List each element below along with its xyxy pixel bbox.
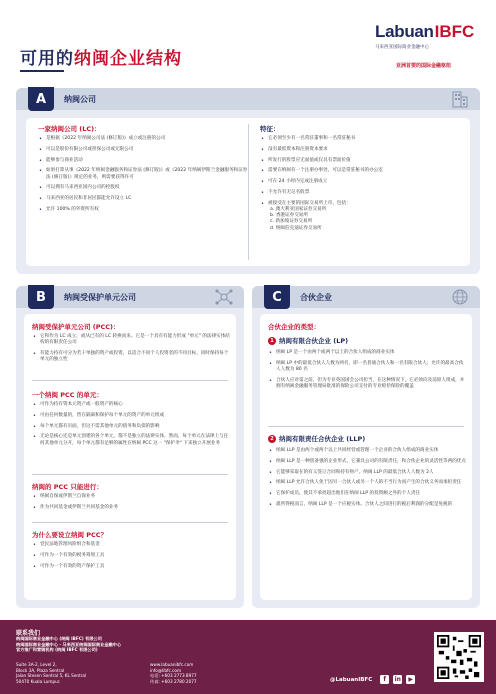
why-pcc-title: 为什么要设立纳闽 PCC？ bbox=[32, 531, 108, 539]
panel-protected-cell-company bbox=[16, 286, 244, 608]
network-icon bbox=[214, 288, 234, 306]
exchange-item: a. 澳大利亚国家证券交易所 bbox=[270, 206, 327, 212]
list-item: • 可作为一个有效的税务筹划工具 bbox=[32, 553, 230, 559]
list-item: • 所发行的股票应无面值或仅具有票面价值 bbox=[260, 158, 460, 164]
section-divider bbox=[268, 426, 464, 427]
why-pcc-list bbox=[32, 542, 230, 574]
qr-code bbox=[434, 632, 484, 682]
list-item: • 作为共同基金或伊斯兰共同基金的业务 bbox=[32, 505, 230, 511]
pcc-cell-list bbox=[32, 402, 230, 451]
list-item: • 党民法地管理风险组合和基金 bbox=[32, 542, 230, 548]
list-item: • 需要在纳闽有一个注册办事处，可以是常驻秘书的办公室 bbox=[260, 168, 460, 174]
building-icon bbox=[450, 90, 470, 108]
number-badge: 2 bbox=[268, 435, 276, 443]
social-handle: @LabuanIBFC bbox=[330, 676, 373, 683]
address: Suite 3A-2, Level 2, Block 3A, Plaza Sentral Jalan Stesen Sentral 5, KL Sentral 50470 Kuala Lumpur. bbox=[16, 662, 87, 684]
page-title: 可用的纳闽企业结构 bbox=[20, 49, 182, 69]
features-title: 特征： bbox=[260, 125, 280, 133]
list-item: • 有能力持有可分为若干单独的资产或投资，以适合不同个人投资者的不同目标，同时保持每个单元的独立性 bbox=[32, 351, 230, 363]
list-item: • 纳闽 LLP 允许合伙人免于因另一合伙人或另一个人的不当行为而产生的合伙义务而承担责任 bbox=[268, 480, 466, 486]
exchange-item: d. 纳闽伯克迪证券交易所 bbox=[270, 225, 322, 231]
list-item: • 它能够采取在的有义签订合同和持有财产。纳闽 LLP 的最低合伙人人数为 2人 bbox=[268, 470, 466, 476]
list-item: • 被接受在主要的国际交易所上市，包括： a. 澳大利亚国家证券交易所 b. 香港证券交易所 c. 新加坡证券交易所 d. 纳闽伯克迪证券交易所 bbox=[260, 201, 460, 232]
pcc-cell-title: 一个纳闽 PCC 的单元： bbox=[32, 391, 103, 399]
list-item: • 就所得税而言，纳闽 LLP 是一个应税实体。合伙人之间进行的税后利润的分配是免税的 bbox=[268, 502, 466, 508]
section-badge: B bbox=[28, 285, 54, 309]
list-item: • 允许 100% 的外资所有权 bbox=[38, 207, 250, 213]
lp-title: 1 纳闽有限合伙企业 (LP) bbox=[268, 336, 348, 345]
list-item: • 它保护成员，使其不承担超出他们在纳闽 LLP 的投资额之外的个人责任 bbox=[268, 491, 466, 497]
lc-definition-title: 一家纳闽公司 (LC)： bbox=[38, 125, 101, 133]
contact-details bbox=[150, 662, 197, 684]
facebook-icon[interactable]: f bbox=[380, 675, 389, 684]
phone-number: 电话: +603 2773 8977 bbox=[150, 673, 197, 679]
section-divider bbox=[32, 522, 228, 523]
contact-title: 联系我们 bbox=[16, 630, 41, 637]
panel-title: 合伙企业 bbox=[300, 293, 332, 302]
section-badge: A bbox=[28, 87, 54, 111]
panel-partnership bbox=[252, 286, 480, 608]
tagline: 亚洲首要的国际金融枢纽 bbox=[396, 63, 452, 69]
email-link[interactable]: info@libfc.com bbox=[150, 667, 182, 673]
list-item: • 马来西亚的居民和非居民都能允许设立 LC bbox=[38, 196, 250, 202]
list-item: • 如果打算从事《2022 年纳闽金融服务和证券法 (修订版)》或《2022 年纳闽伊斯兰金融服务和证券法 (修订版)》规定的业务，则需要获得许可 bbox=[38, 168, 250, 180]
list-item: • 它必须至少有一名常驻董事和一名常驻秘书 bbox=[260, 136, 460, 142]
pcc-activities-list bbox=[32, 494, 230, 516]
list-item: • 纳闽 LP 中的最低合伙人人数为两名，即一名普通合伙人和一名有限合伙人；允许的最高合伙人人数为 80 名 bbox=[268, 361, 466, 373]
pcc-definition-title: 纳闽受保护单元公司 (PCC)： bbox=[32, 323, 120, 331]
list-item: • 可由任何数量的，皆在隔离和保护每个单元的资产的单元组成 bbox=[32, 413, 230, 419]
lc-definition-list bbox=[38, 136, 250, 218]
pcc-activities-title: 纳闽的 PCC 只能进行： bbox=[32, 483, 103, 491]
list-item: • 是根据《2022 年纳闽公司法 (修订版)》成立或注册的公司 bbox=[38, 136, 250, 142]
partnership-types-title: 合伙企业的类型： bbox=[268, 323, 320, 331]
list-item: • 每个单元都有页面，但这不需其他单元的债务和负债的影响 bbox=[32, 424, 230, 430]
list-item: • 可在 24 小时内完成注册成立 bbox=[260, 179, 460, 185]
logo-subtitle: 马来西亚国际商业金融中心 bbox=[375, 45, 429, 50]
website-link[interactable]: www.labuanibfc.com bbox=[150, 662, 194, 667]
list-item: • 它和作为 LC 成立，或从已有的 LC 转换而来。它是一个具有有能力形成 "单元" 的法律实体结构的有限责任公司 bbox=[32, 334, 230, 346]
list-item: • 无论是核心还是单元创建的各个单元，都不是独立的法律实体。然而，每个单元在法律上与任何其他单元分开，每个单元都有足够的属性在纳闽 PCC 这一 "保护伞" 下来独立开展业务 bbox=[32, 434, 230, 446]
list-item: • 可作为一个有效的资产保护工具 bbox=[32, 564, 230, 570]
section-badge: C bbox=[264, 285, 290, 309]
list-item: • 纳闽 LLP 是由两个或两个以上共同经营或管理一个企业的合伙人组成的商业实体 bbox=[268, 448, 466, 454]
features-list bbox=[260, 136, 460, 236]
list-item: • 可以拥有马来西亚国内公司的控股权 bbox=[38, 185, 250, 191]
organization-info: 纳闽国际商业金融中心 (纳闽 IBFC) 有限公司 纳闽国际商业金融中心 · 马来西亚纳闽国际商业金融中心 官方推广和营销机构 (纳闽 IBFC 有限公司) bbox=[16, 636, 122, 653]
exchange-item: b. 香港证券交易所 bbox=[270, 213, 308, 219]
exchange-item: c. 新加坡证券交易所 bbox=[270, 219, 313, 225]
list-item: • 合伙人应对第之前，但为专业英国国会公司担当，在这种情况下，它必须向及前原人组成，并拥有纳闽金融服务管理局批准的保险公司支付的专业赔偿保险的覆盖 bbox=[268, 378, 466, 390]
globe-icon bbox=[450, 288, 470, 306]
section-divider bbox=[32, 474, 228, 475]
lp-list bbox=[268, 350, 466, 395]
list-item: • 纳闽自保或伊斯兰自保业务 bbox=[32, 494, 230, 500]
social-links bbox=[330, 675, 415, 684]
llp-title: 2 纳闽有限责任合伙企业 (LLP) bbox=[268, 434, 365, 443]
section-divider bbox=[32, 380, 228, 381]
list-item: • 可以是股份有限公司或担保公司或无限公司 bbox=[38, 147, 250, 153]
list-item: • 能够参与商业活动 bbox=[38, 158, 250, 164]
title-underline bbox=[20, 70, 64, 72]
column-divider bbox=[248, 124, 249, 260]
labuan-ibfc-logo[interactable]: Labuan IBFC 马来西亚国际商业金融中心 bbox=[375, 22, 485, 50]
panel-title: 纳闽公司 bbox=[64, 95, 96, 104]
number-badge: 1 bbox=[268, 337, 276, 345]
llp-list bbox=[268, 448, 466, 513]
footer bbox=[0, 620, 496, 694]
panel-title: 纳闽受保护单元公司 bbox=[64, 293, 136, 302]
list-item: • 不允许有无记名股票 bbox=[260, 190, 460, 196]
pcc-definition-list bbox=[32, 334, 230, 368]
list-item: • 纳闽 LLP 是一种创备强的企业形式，它兼具公司的有限责任，和合伙企业的灵活性等两的优点 bbox=[268, 459, 466, 465]
fax-number: 传真: +603 2780 2077 bbox=[150, 678, 197, 684]
list-item: • 可作为持有资本元资产或一般资产的核心 bbox=[32, 402, 230, 408]
panel-labuan-company bbox=[16, 88, 480, 274]
list-item: • 纳闽 LP 是一个由两个或两个以上的合伙人组成的商业实体 bbox=[268, 350, 466, 356]
list-item: • 没有最低资本和注册资本要求 bbox=[260, 147, 460, 153]
linkedin-icon[interactable]: in bbox=[394, 676, 401, 683]
youtube-icon[interactable]: ▶ bbox=[406, 675, 415, 684]
